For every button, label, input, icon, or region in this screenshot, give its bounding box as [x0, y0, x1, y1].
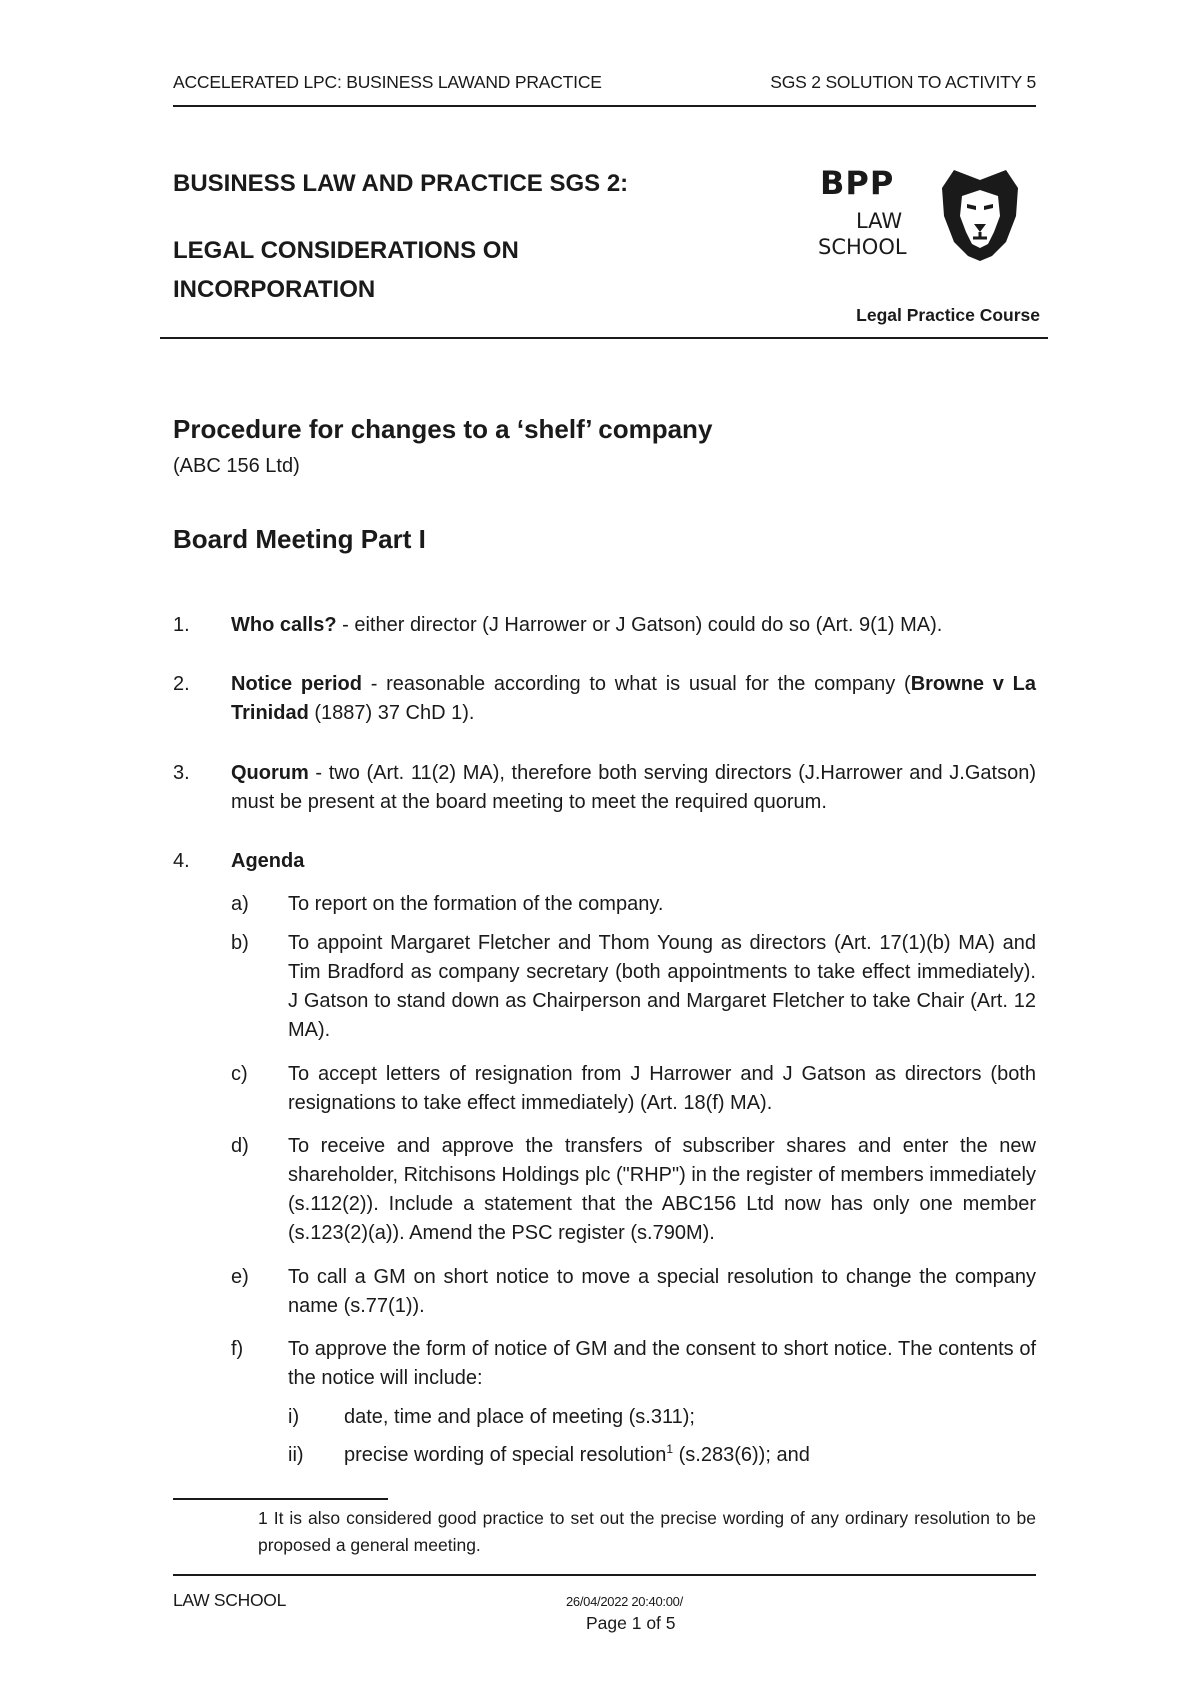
lion-head-icon — [940, 166, 1020, 262]
item-body: - either director (J Harrower or J Gatson) could do so (Art. 9(1) MA). — [336, 614, 943, 636]
notice-content-text: precise wording of special resolution$^1$ (s.283(6)); and — [344, 1442, 810, 1466]
agenda-text: To accept letters of resignation from J Harrower and J Gatson as directors (both resignations to take effect immediately) (Art. 18(f) MA). — [288, 1063, 1036, 1114]
item-bold-label: Notice period — [231, 673, 362, 695]
agenda-letter: e) — [231, 1266, 249, 1288]
agenda-letter: c) — [231, 1063, 248, 1085]
item-number: 1. — [173, 614, 190, 636]
case-citation: (1887) 37 ChD 1). — [308, 702, 475, 724]
item-number: 4. — [173, 850, 190, 872]
agenda-text: To receive and approve the transfers of subscriber shares and enter the new shareholder, Ritchisons Holdings plc ("RHP") in the register of members immediately (s.112(2)). Include a statement that the ABC156 Ltd now has only one member (s.123(2)(a)). Amend the PSC register (s.790M). — [288, 1135, 1036, 1244]
document-subtitle: LEGAL CONSIDERATIONS ON INCORPORATION — [173, 237, 519, 303]
running-header-left: ACCELERATED LPC: BUSINESS LAWAND PRACTICE — [173, 72, 602, 92]
agenda-letter: f) — [231, 1338, 244, 1360]
document-title: BUSINESS LAW AND PRACTICE SGS 2: — [173, 170, 629, 197]
agenda-letter: a) — [231, 893, 249, 915]
course-label: Legal Practice Course — [856, 305, 1040, 325]
agenda-text: To appoint Margaret Fletcher and Thom Young as directors (Art. 17(1)(b) MA) and Tim Bradford as company secretary (both appointments to take effect immediately). J Gatson to stand down as Chairperson and Margaret Fletcher to take Chair (Art. 12 MA). — [288, 932, 1036, 1041]
title-divider — [160, 337, 1048, 339]
section-subheading: (ABC 156 Ltd) — [173, 455, 300, 477]
footer-timestamp: 26/04/2022 20:40:00/ — [566, 1594, 683, 1609]
notice-content-text: date, time and place of meeting (s.311); — [344, 1406, 695, 1428]
item-text — [231, 759, 1036, 817]
footnote: 1 It is also considered good practice to set out the precise wording of any ordinary resolution to be proposed a general meeting. — [258, 1508, 1036, 1555]
agenda-text: To call a GM on short notice to move a special resolution to change the company name (s.77(1)). — [288, 1266, 1036, 1317]
item-text — [231, 670, 1036, 728]
item-text — [231, 611, 1036, 640]
item-body: - reasonable according to what is usual for the company ( — [361, 673, 911, 695]
item-bold-label: Quorum — [231, 762, 309, 784]
roman-numeral: i) — [288, 1406, 300, 1428]
agenda-letter: d) — [231, 1135, 249, 1157]
agenda-letter: b) — [231, 932, 249, 954]
footnote-reference[interactable]: 1 — [666, 1442, 674, 1456]
roman-numeral: ii) — [288, 1444, 304, 1466]
header-divider — [173, 105, 1036, 107]
running-header-right: SGS 2 SOLUTION TO ACTIVITY 5 — [770, 72, 1036, 92]
bpp-law-school-logo — [818, 164, 1024, 264]
board-meeting-heading: Board Meeting Part I — [173, 524, 426, 554]
footer-divider — [173, 1574, 1036, 1576]
case-name: Browne v La Trinidad — [231, 673, 1036, 724]
item-text — [231, 847, 1036, 876]
footnote-separator — [173, 1498, 388, 1500]
agenda-text: To approve the form of notice of GM and the consent to short notice. The contents of the notice will include: — [288, 1338, 1036, 1389]
item-number: 3. — [173, 762, 190, 784]
section-heading: Procedure for changes to a ‘shelf’ company — [173, 414, 713, 444]
logo-law-text: LAW — [856, 209, 903, 233]
footer-left: LAW SCHOOL — [173, 1590, 287, 1610]
item-body: - two (Art. 11(2) MA), therefore both serving directors (J.Harrower and J.Gatson) must be present at the board meeting to meet the required quorum. — [231, 762, 1036, 813]
logo-bpp-text: BPP — [820, 164, 895, 202]
agenda-text: To report on the formation of the company. — [288, 893, 664, 915]
item-bold-label: Who calls? — [231, 614, 337, 636]
item-number: 2. — [173, 673, 190, 695]
logo-school-text: SCHOOL — [818, 235, 907, 259]
item-bold-label: Agenda — [231, 850, 305, 872]
page-number: Page 1 of 5 — [586, 1613, 676, 1633]
